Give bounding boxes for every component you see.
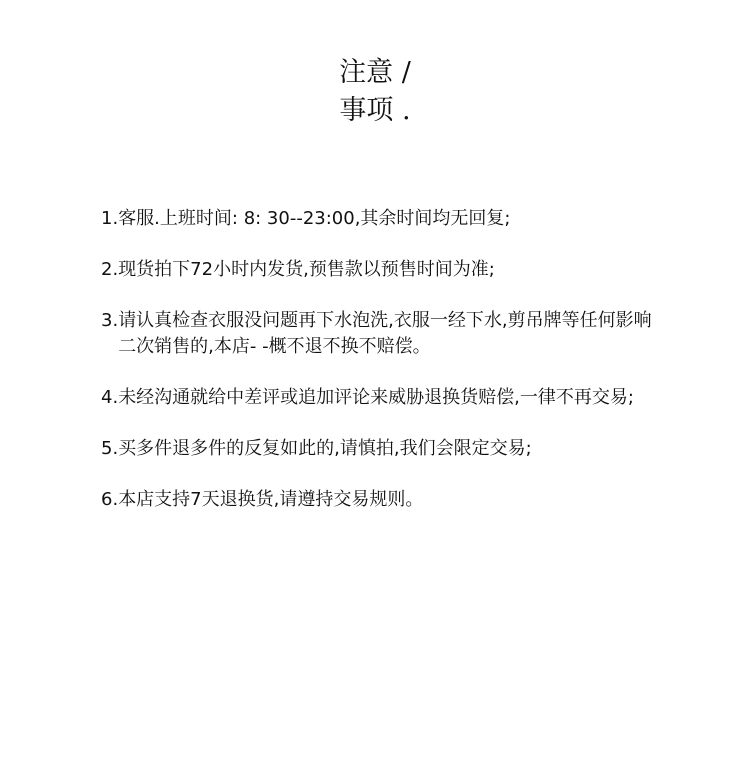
list-item-multiple-returns (101, 436, 661, 462)
list-item-number: 6. (101, 489, 119, 510)
list-item-inspection (101, 308, 661, 360)
list-item-number: 3. (101, 310, 119, 331)
list-item-reviews (101, 385, 661, 411)
list-item-number: 1. (101, 208, 119, 229)
title-line-items: 事项 . (339, 95, 411, 126)
list-item-number: 4. (101, 387, 119, 408)
list-item-text: 本店支持7天退换货,请遵持交易规则。 (118, 489, 424, 510)
list-item-text: 客服.上班时间: 8: 30--23:00,其余时间均无回复; (118, 208, 511, 229)
notice-list (101, 206, 661, 538)
list-item-service-hours (101, 206, 661, 232)
list-item-return-policy (101, 487, 661, 513)
title-line-notice: 注意 / (339, 57, 411, 88)
list-item-text: 买多件退多件的反复如此的,请慎拍,我们会限定交易; (118, 438, 532, 459)
list-item-text: 请认真检查衣服没问题再下水泡洗,衣服一经下水,剪吊牌等任何影响二次销售的,本店- -概不退不换不赔偿。 (118, 310, 652, 357)
notice-title (0, 54, 750, 130)
list-item-text: 未经沟通就给中差评或追加评论来威胁退换货赔偿,一律不再交易; (118, 387, 634, 408)
list-item-shipping (101, 257, 661, 283)
list-item-number: 5. (101, 438, 119, 459)
list-item-text: 现货拍下72小时内发货,预售款以预售时间为准; (118, 259, 495, 280)
list-item-number: 2. (101, 259, 119, 280)
